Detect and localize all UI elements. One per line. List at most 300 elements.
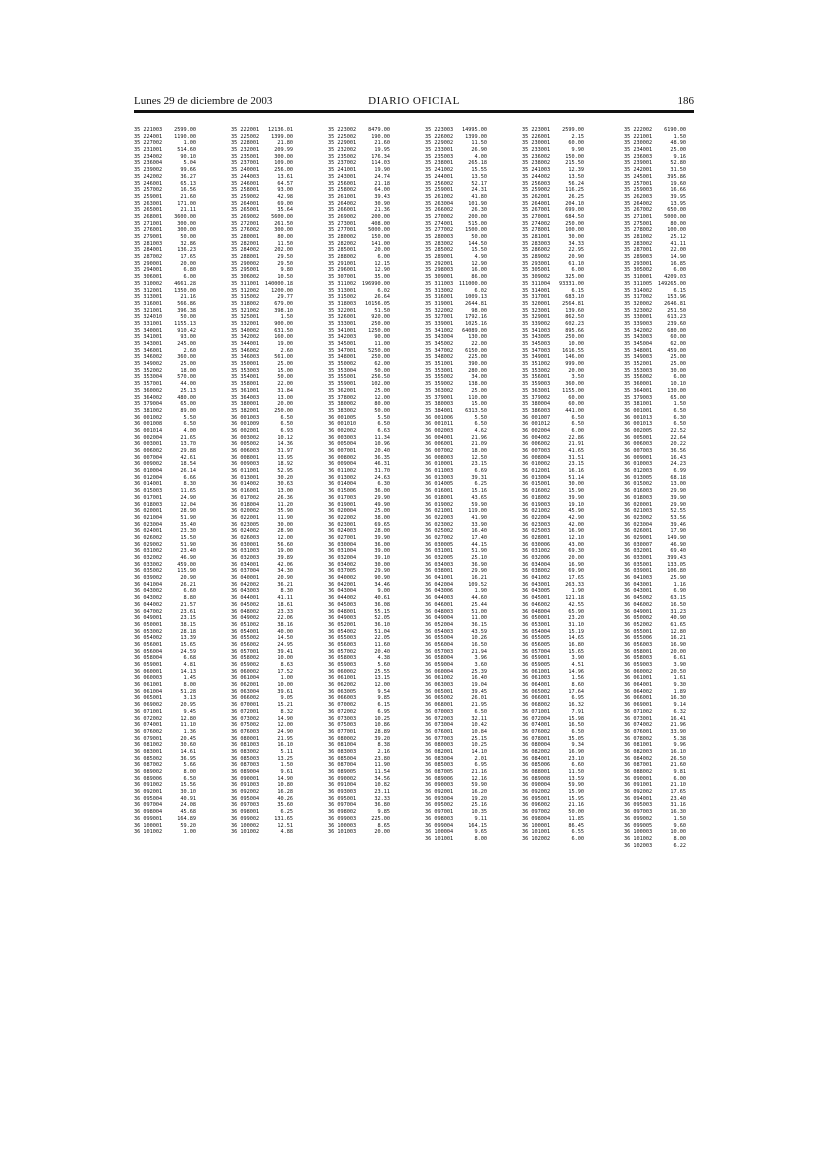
table-row [134, 615, 212, 622]
table-row [624, 214, 702, 221]
tariff-code: 36 071001 [134, 708, 163, 715]
tariff-code: 35 311003 [425, 280, 454, 287]
table-row [425, 374, 503, 381]
table-row [624, 181, 702, 188]
table-row [522, 421, 600, 428]
tariff-code: 35 341003 [522, 327, 551, 334]
tariff-code: 35 378002 [328, 394, 357, 401]
tariff-value: 25.15 [471, 735, 487, 742]
table-row [231, 341, 309, 348]
tariff-value: 114.03 [371, 160, 390, 167]
tariff-code: 36 075003 [328, 722, 357, 729]
table-row [134, 749, 212, 756]
table-row [134, 281, 212, 288]
tariff-code: 36 099005 [624, 822, 653, 829]
table-row [425, 334, 503, 341]
tariff-code: 35 364003 [231, 394, 260, 401]
tariff-code: 35 259002 [231, 193, 260, 200]
tariff-value: 15.16 [471, 488, 487, 495]
tariff-value: 12.15 [374, 260, 390, 267]
tariff-code: 36 080002 [328, 735, 357, 742]
tariff-value: 3.60 [474, 662, 487, 668]
tariff-code: 36 032004 [328, 555, 357, 561]
tariff-code: 36 022002 [328, 514, 357, 521]
tariff-value: 1155.00 [562, 387, 584, 394]
tariff-code: 35 339003 [624, 320, 653, 327]
tariff-code: 35 259001 [134, 193, 163, 200]
table-row [522, 762, 600, 769]
tariff-value: 111000.00 [458, 280, 487, 287]
tariff-code: 35 326001 [328, 314, 357, 321]
tariff-value: 21.60 [670, 762, 686, 769]
tariff-code: 36 043001 [522, 581, 551, 588]
table-row [231, 288, 309, 295]
tariff-value: 86.45 [568, 822, 584, 829]
tariff-value: 86.00 [471, 274, 487, 281]
table-row [134, 321, 212, 328]
table-row [425, 582, 503, 589]
tariff-code: 36 052004 [425, 621, 454, 628]
table-column-4 [425, 127, 503, 1023]
tariff-value: 459.00 [667, 347, 686, 354]
tariff-value: 23.80 [374, 755, 390, 762]
tariff-code: 35 261001 [328, 193, 357, 200]
table-row [231, 762, 309, 769]
tariff-value: 21.11 [180, 207, 196, 214]
tariff-code: 35 317002 [624, 294, 653, 301]
tariff-value: 19.90 [374, 167, 390, 174]
tariff-code: 36 014002 [231, 481, 260, 488]
table-row [522, 562, 600, 569]
table-row [522, 308, 600, 315]
tariff-code: 36 033002 [134, 561, 163, 568]
tariff-value: 31.97 [277, 448, 293, 454]
tariff-value: 631.50 [274, 327, 293, 334]
tariff-code: 35 311005 [624, 280, 653, 287]
table-row [134, 702, 212, 709]
table-row [231, 816, 309, 823]
tariff-code: 36 052002 [624, 621, 653, 628]
tariff-code: 35 246001 [231, 180, 260, 187]
tariff-value: 1025.16 [465, 320, 487, 327]
tariff-code: 36 064001 [522, 682, 551, 689]
table-row [624, 374, 702, 381]
tariff-code: 35 228001 [231, 140, 260, 147]
tariff-value: 12.90 [471, 260, 487, 267]
tariff-value: 26.30 [471, 207, 487, 214]
table-row [522, 669, 600, 676]
table-row [425, 655, 503, 662]
table-row [134, 194, 212, 201]
tariff-value: 39.31 [471, 474, 487, 481]
tariff-value: 6.00 [673, 267, 686, 274]
table-row [328, 595, 406, 602]
tariff-value: 146.00 [565, 354, 584, 361]
tariff-code: 35 295001 [231, 267, 260, 274]
tariff-value: 2.16 [377, 748, 390, 755]
tariff-code: 36 070001 [231, 702, 260, 709]
table-row [328, 348, 406, 355]
tariff-value: 1009.13 [465, 294, 487, 301]
tariff-code: 36 089006 [134, 775, 163, 782]
table-row [134, 341, 212, 348]
table-row [231, 823, 309, 830]
tariff-code: 36 073001 [624, 715, 653, 722]
table-row [624, 555, 702, 562]
tariff-code: 36 050001 [522, 615, 551, 622]
tariff-value: 30.20 [277, 474, 293, 481]
tariff-value: 46.90 [670, 541, 686, 548]
table-row [624, 435, 702, 442]
tariff-value: 52.17 [471, 180, 487, 187]
table-row [425, 227, 503, 234]
tariff-code: 36 101002 [134, 829, 163, 836]
table-row [231, 374, 309, 381]
table-row [231, 127, 309, 134]
tariff-code: 36 026001 [624, 528, 653, 535]
table-row [624, 823, 702, 830]
tariff-code: 35 278001 [522, 227, 551, 234]
tariff-code: 36 085006 [522, 762, 551, 769]
tariff-code: 36 034002 [328, 561, 357, 568]
table-row [134, 247, 212, 254]
table-row [134, 809, 212, 816]
tariff-code: 36 009001 [624, 454, 653, 461]
tariff-code: 35 287002 [134, 254, 163, 261]
tariff-value: 36.35 [374, 454, 390, 461]
tariff-value: 6.22 [673, 842, 686, 849]
tariff-code: 36 084001 [522, 755, 551, 762]
table-row [328, 328, 406, 335]
tariff-value: 41.90 [471, 514, 487, 521]
tariff-value: 25.00 [471, 387, 487, 394]
tariff-code: 36 001007 [522, 414, 551, 421]
tariff-code: 36 018003 [624, 494, 653, 501]
table-row [328, 247, 406, 254]
tariff-value: 1.16 [673, 581, 686, 588]
tariff-code: 36 015006 [328, 488, 357, 495]
tariff-value: 6.50 [673, 421, 686, 428]
tariff-code: 35 359001 [328, 381, 357, 388]
table-row [522, 140, 600, 147]
tariff-value: 21.80 [277, 140, 293, 147]
table-row [231, 174, 309, 181]
tariff-code: 35 350002 [328, 361, 357, 368]
table-row [522, 281, 600, 288]
table-row [231, 214, 309, 221]
table-row [425, 689, 503, 696]
table-row [522, 675, 600, 682]
tariff-code: 36 055004 [425, 635, 454, 642]
table-row [522, 481, 600, 488]
tariff-value: 40.00 [277, 628, 293, 635]
table-row [328, 655, 406, 662]
table-row [425, 274, 503, 281]
tariff-code: 35 232001 [231, 147, 260, 154]
table-row [328, 776, 406, 783]
tariff-value: 10.00 [277, 655, 293, 662]
table-row [328, 829, 406, 836]
table-row [624, 441, 702, 448]
tariff-code: 35 380003 [425, 401, 454, 408]
table-row [624, 187, 702, 194]
tariff-value: 6.50 [571, 421, 584, 428]
tariff-code: 36 048003 [425, 608, 454, 615]
tariff-value: 19.00 [277, 548, 293, 555]
table-row [522, 388, 600, 395]
tariff-code: 36 072004 [522, 715, 551, 722]
header-title: DIARIO OFICIAL [368, 95, 460, 107]
tariff-code: 35 284002 [231, 247, 260, 254]
tariff-value: 4209.03 [664, 274, 686, 281]
tariff-value: 3.13 [183, 695, 196, 702]
table-row [328, 823, 406, 830]
tariff-value: 2.01 [474, 755, 487, 762]
tariff-value: 256.00 [274, 167, 293, 174]
tariff-code: 35 266002 [425, 207, 454, 214]
tariff-code: 35 292001 [425, 260, 454, 267]
tariff-value: 25.00 [277, 361, 293, 368]
tariff-code: 36 031003 [231, 548, 260, 555]
tariff-code: 35 289003 [624, 254, 653, 261]
tariff-value: 149.90 [667, 534, 686, 541]
tariff-value: 20.40 [374, 648, 390, 655]
tariff-code: 36 074001 [134, 722, 163, 729]
tariff-value: 6.95 [474, 762, 487, 769]
tariff-value: 6.50 [571, 414, 584, 421]
tariff-value: 25.00 [374, 508, 390, 515]
tariff-code: 35 236004 [134, 160, 163, 167]
table-row [231, 622, 309, 629]
tariff-code: 36 030004 [328, 541, 357, 548]
tariff-value: 11.50 [277, 240, 293, 247]
table-row [522, 408, 600, 415]
tariff-code: 36 018004 [231, 501, 260, 508]
tariff-value: 3.50 [571, 374, 584, 381]
table-row [522, 301, 600, 308]
table-row [231, 334, 309, 341]
tariff-value: 6.61 [673, 655, 686, 662]
table-row [134, 354, 212, 361]
table-row [328, 435, 406, 442]
table-row [231, 829, 309, 836]
tariff-code: 36 049001 [624, 608, 653, 615]
table-row [522, 207, 600, 214]
tariff-value: 29.77 [277, 294, 293, 301]
tariff-code: 36 034001 [231, 561, 260, 568]
tariff-value: 9.61 [280, 769, 293, 775]
table-row [134, 555, 212, 562]
tariff-code: 36 054002 [134, 635, 163, 642]
tariff-code: 36 042002 [231, 581, 260, 588]
tariff-value: 11.10 [180, 722, 196, 729]
table-row [425, 602, 503, 609]
tariff-value: 6.32 [673, 708, 686, 715]
table-row [134, 481, 212, 488]
tariff-code: 36 051002 [231, 621, 260, 628]
table-row [328, 314, 406, 321]
table-row [624, 354, 702, 361]
tariff-code: 36 044001 [231, 595, 260, 602]
table-row [134, 227, 212, 234]
table-row [522, 622, 600, 629]
table-row [328, 461, 406, 468]
tariff-value: 19.00 [277, 341, 293, 347]
tariff-value: 69.90 [568, 568, 584, 575]
tariff-code: 36 100001 [134, 822, 163, 829]
table-row [522, 374, 600, 381]
tariff-code: 36 063005 [328, 688, 357, 695]
tariff-value: 43.59 [471, 628, 487, 635]
tariff-code: 36 091003 [231, 782, 260, 789]
tariff-value: 396.38 [177, 307, 196, 314]
table-row [624, 749, 702, 756]
table-row [522, 495, 600, 502]
tariff-code: 36 053001 [522, 621, 551, 628]
table-row [231, 669, 309, 676]
tariff-code: 35 283002 [624, 240, 653, 247]
tariff-value: 55.15 [374, 608, 390, 615]
table-row [328, 448, 406, 455]
table-row [425, 201, 503, 208]
tariff-code: 36 046001 [425, 601, 454, 608]
table-row [328, 495, 406, 502]
table-row [522, 682, 600, 689]
tariff-code: 36 100004 [425, 829, 454, 836]
tariff-code: 35 316001 [425, 294, 454, 301]
tariff-value: 20.45 [180, 735, 196, 742]
table-row [425, 341, 503, 348]
table-row [328, 695, 406, 702]
tariff-code: 36 022001 [231, 514, 260, 521]
tariff-value: 6.68 [183, 655, 196, 662]
tariff-code: 36 065001 [425, 688, 454, 695]
table-row [231, 147, 309, 154]
tariff-value: 561.00 [274, 354, 293, 361]
tariff-code: 36 045003 [328, 601, 357, 608]
tariff-value: 20.00 [568, 367, 584, 374]
table-row [522, 809, 600, 816]
tariff-value: 13.00 [670, 481, 686, 488]
tariff-code: 35 346001 [134, 347, 163, 354]
tariff-value: 6150.00 [465, 347, 487, 354]
table-row [624, 328, 702, 335]
table-row [134, 816, 212, 823]
tariff-value: 51.90 [180, 514, 196, 521]
tariff-value: 51.90 [471, 548, 487, 555]
tariff-value: 250.00 [371, 354, 390, 361]
tariff-value: 24.31 [471, 187, 487, 194]
tariff-code: 36 059004 [425, 662, 454, 668]
tariff-code: 35 380001 [231, 401, 260, 408]
table-row [425, 669, 503, 676]
tariff-code: 36 098002 [328, 809, 357, 816]
tariff-code: 36 023005 [231, 521, 260, 528]
tariff-code: 35 309002 [522, 274, 551, 281]
table-row [522, 174, 600, 181]
tariff-value: 300.00 [177, 220, 196, 227]
tariff-code: 36 095002 [425, 802, 454, 809]
tariff-code: 36 031002 [134, 548, 163, 555]
tariff-code: 35 380004 [522, 401, 551, 408]
tariff-value: 9.81 [673, 769, 686, 775]
tariff-value: 69.00 [277, 200, 293, 207]
table-row [522, 836, 600, 843]
tariff-code: 36 100003 [624, 829, 653, 836]
tariff-value: 10.86 [374, 722, 390, 729]
tariff-value: 6.50 [377, 421, 390, 428]
table-row [624, 742, 702, 749]
tariff-value: 300.00 [274, 153, 293, 160]
tariff-code: 36 021003 [624, 508, 653, 515]
tariff-value: 16.43 [670, 454, 686, 461]
header-rule [134, 110, 694, 113]
tariff-value: 109.52 [468, 581, 487, 588]
tariff-code: 35 345002 [425, 341, 454, 347]
tariff-code: 36 023004 [134, 521, 163, 528]
tariff-value: 15.65 [180, 641, 196, 648]
table-row [425, 281, 503, 288]
tariff-value: 30.00 [670, 367, 686, 374]
tariff-code: 36 066003 [328, 695, 357, 702]
tariff-code: 36 078002 [624, 735, 653, 742]
tariff-code: 36 096002 [522, 802, 551, 809]
tariff-code: 35 309001 [425, 274, 454, 281]
tariff-value: 50.00 [374, 367, 390, 374]
tariff-value: 256.50 [371, 374, 390, 381]
table-row [624, 334, 702, 341]
tariff-value: 18.61 [277, 601, 293, 608]
tariff-value: 1190.00 [174, 133, 196, 140]
table-row [231, 528, 309, 535]
tariff-value: 5.50 [474, 414, 487, 421]
table-row [425, 328, 503, 335]
tariff-code: 36 003002 [231, 434, 260, 441]
table-row [328, 160, 406, 167]
tariff-code: 36 099002 [624, 815, 653, 822]
table-row [231, 408, 309, 415]
tariff-code: 35 288001 [231, 254, 260, 261]
tariff-value: 14.50 [277, 635, 293, 642]
tariff-code: 36 065001 [134, 695, 163, 702]
tariff-value: 10.35 [471, 809, 487, 816]
table-row [425, 823, 503, 830]
table-row [328, 575, 406, 582]
tariff-value: 22.06 [277, 615, 293, 622]
tariff-value: 1155.13 [174, 320, 196, 327]
table-row [624, 695, 702, 702]
table-row [624, 448, 702, 455]
table-row [425, 742, 503, 749]
tariff-code: 36 080004 [522, 742, 551, 749]
table-row [328, 809, 406, 816]
tariff-code: 35 363002 [425, 387, 454, 394]
table-row [134, 221, 212, 228]
tariff-code: 35 316001 [134, 300, 163, 307]
tariff-value: 13.70 [180, 441, 196, 448]
table-row [522, 729, 600, 736]
tariff-value: 98.00 [471, 307, 487, 314]
tariff-value: 36.10 [374, 621, 390, 628]
table-row [425, 234, 503, 241]
table-row [425, 395, 503, 402]
table-row [328, 341, 406, 348]
table-row [231, 328, 309, 335]
table-column-3 [328, 127, 406, 1023]
tariff-code: 35 269002 [231, 213, 260, 220]
tariff-code: 35 225002 [231, 133, 260, 140]
table-row [624, 702, 702, 709]
